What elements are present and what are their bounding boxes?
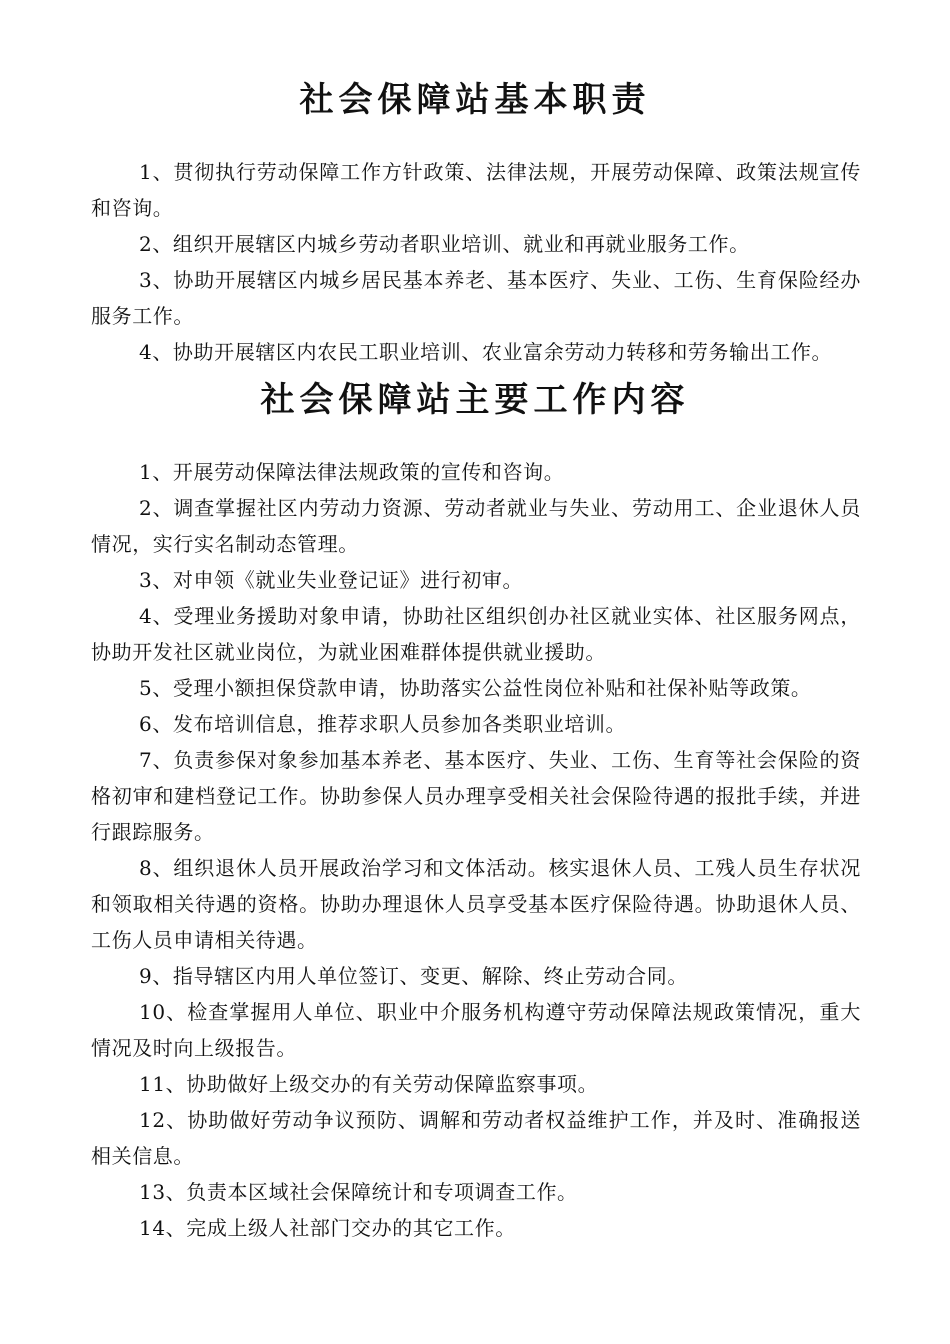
work-item: 11、协助做好上级交办的有关劳动保障监察事项。 — [139, 1072, 599, 1096]
work-item: 3、对申领《就业失业登记证》进行初审。 — [139, 568, 524, 592]
main-work-section — [91, 454, 861, 1246]
work-item: 1、开展劳动保障法律法规政策的宣传和咨询。 — [139, 460, 565, 484]
duty-item: 3、协助开展辖区内城乡居民基本养老、基本医疗、失业、工伤、生育保险经办服务工作。 — [91, 268, 861, 328]
work-item: 7、负责参保对象参加基本养老、基本医疗、失业、工伤、生育等社会保险的资格初审和建档登记工作。协助参保人员办理享受相关社会保险待遇的报批手续，并进行跟踪服务。 — [91, 748, 861, 844]
work-item: 14、完成上级人社部门交办的其它工作。 — [139, 1216, 516, 1240]
document-title-main-work: 社会保障站主要工作内容 — [260, 380, 690, 420]
duty-item: 2、组织开展辖区内城乡劳动者职业培训、就业和再就业服务工作。 — [139, 232, 750, 256]
work-item: 6、发布培训信息，推荐求职人员参加各类职业培训。 — [139, 712, 627, 736]
work-item: 2、调查掌握社区内劳动力资源、劳动者就业与失业、劳动用工、企业退休人员情况，实行实名制动态管理。 — [91, 496, 861, 556]
work-item: 10、检查掌握用人单位、职业中介服务机构遵守劳动保障法规政策情况，重大情况及时向上级报告。 — [91, 1000, 861, 1060]
document-title-basic-duties: 社会保障站基本职责 — [299, 80, 651, 120]
basic-duties-section — [91, 154, 861, 370]
work-item: 9、指导辖区内用人单位签订、变更、解除、终止劳动合同。 — [139, 964, 688, 988]
work-item: 13、负责本区域社会保障统计和专项调查工作。 — [139, 1180, 578, 1204]
work-item: 5、受理小额担保贷款申请，协助落实公益性岗位补贴和社保补贴等政策。 — [139, 676, 812, 700]
work-item: 12、协助做好劳动争议预防、调解和劳动者权益维护工作，并及时、准确报送相关信息。 — [91, 1108, 861, 1168]
work-item: 8、组织退休人员开展政治学习和文体活动。核实退休人员、工残人员生存状况和领取相关待遇的资格。协助办理退休人员享受基本医疗保险待遇。协助退休人员、工伤人员申请相关待遇。 — [91, 856, 861, 952]
work-item: 4、受理业务援助对象申请，协助社区组织创办社区就业实体、社区服务网点，协助开发社区就业岗位，为就业困难群体提供就业援助。 — [91, 604, 861, 664]
duty-item: 4、协助开展辖区内农民工职业培训、农业富余劳动力转移和劳务输出工作。 — [139, 340, 833, 364]
duty-item: 1、贯彻执行劳动保障工作方针政策、法律法规，开展劳动保障、政策法规宣传和咨询。 — [91, 160, 861, 220]
